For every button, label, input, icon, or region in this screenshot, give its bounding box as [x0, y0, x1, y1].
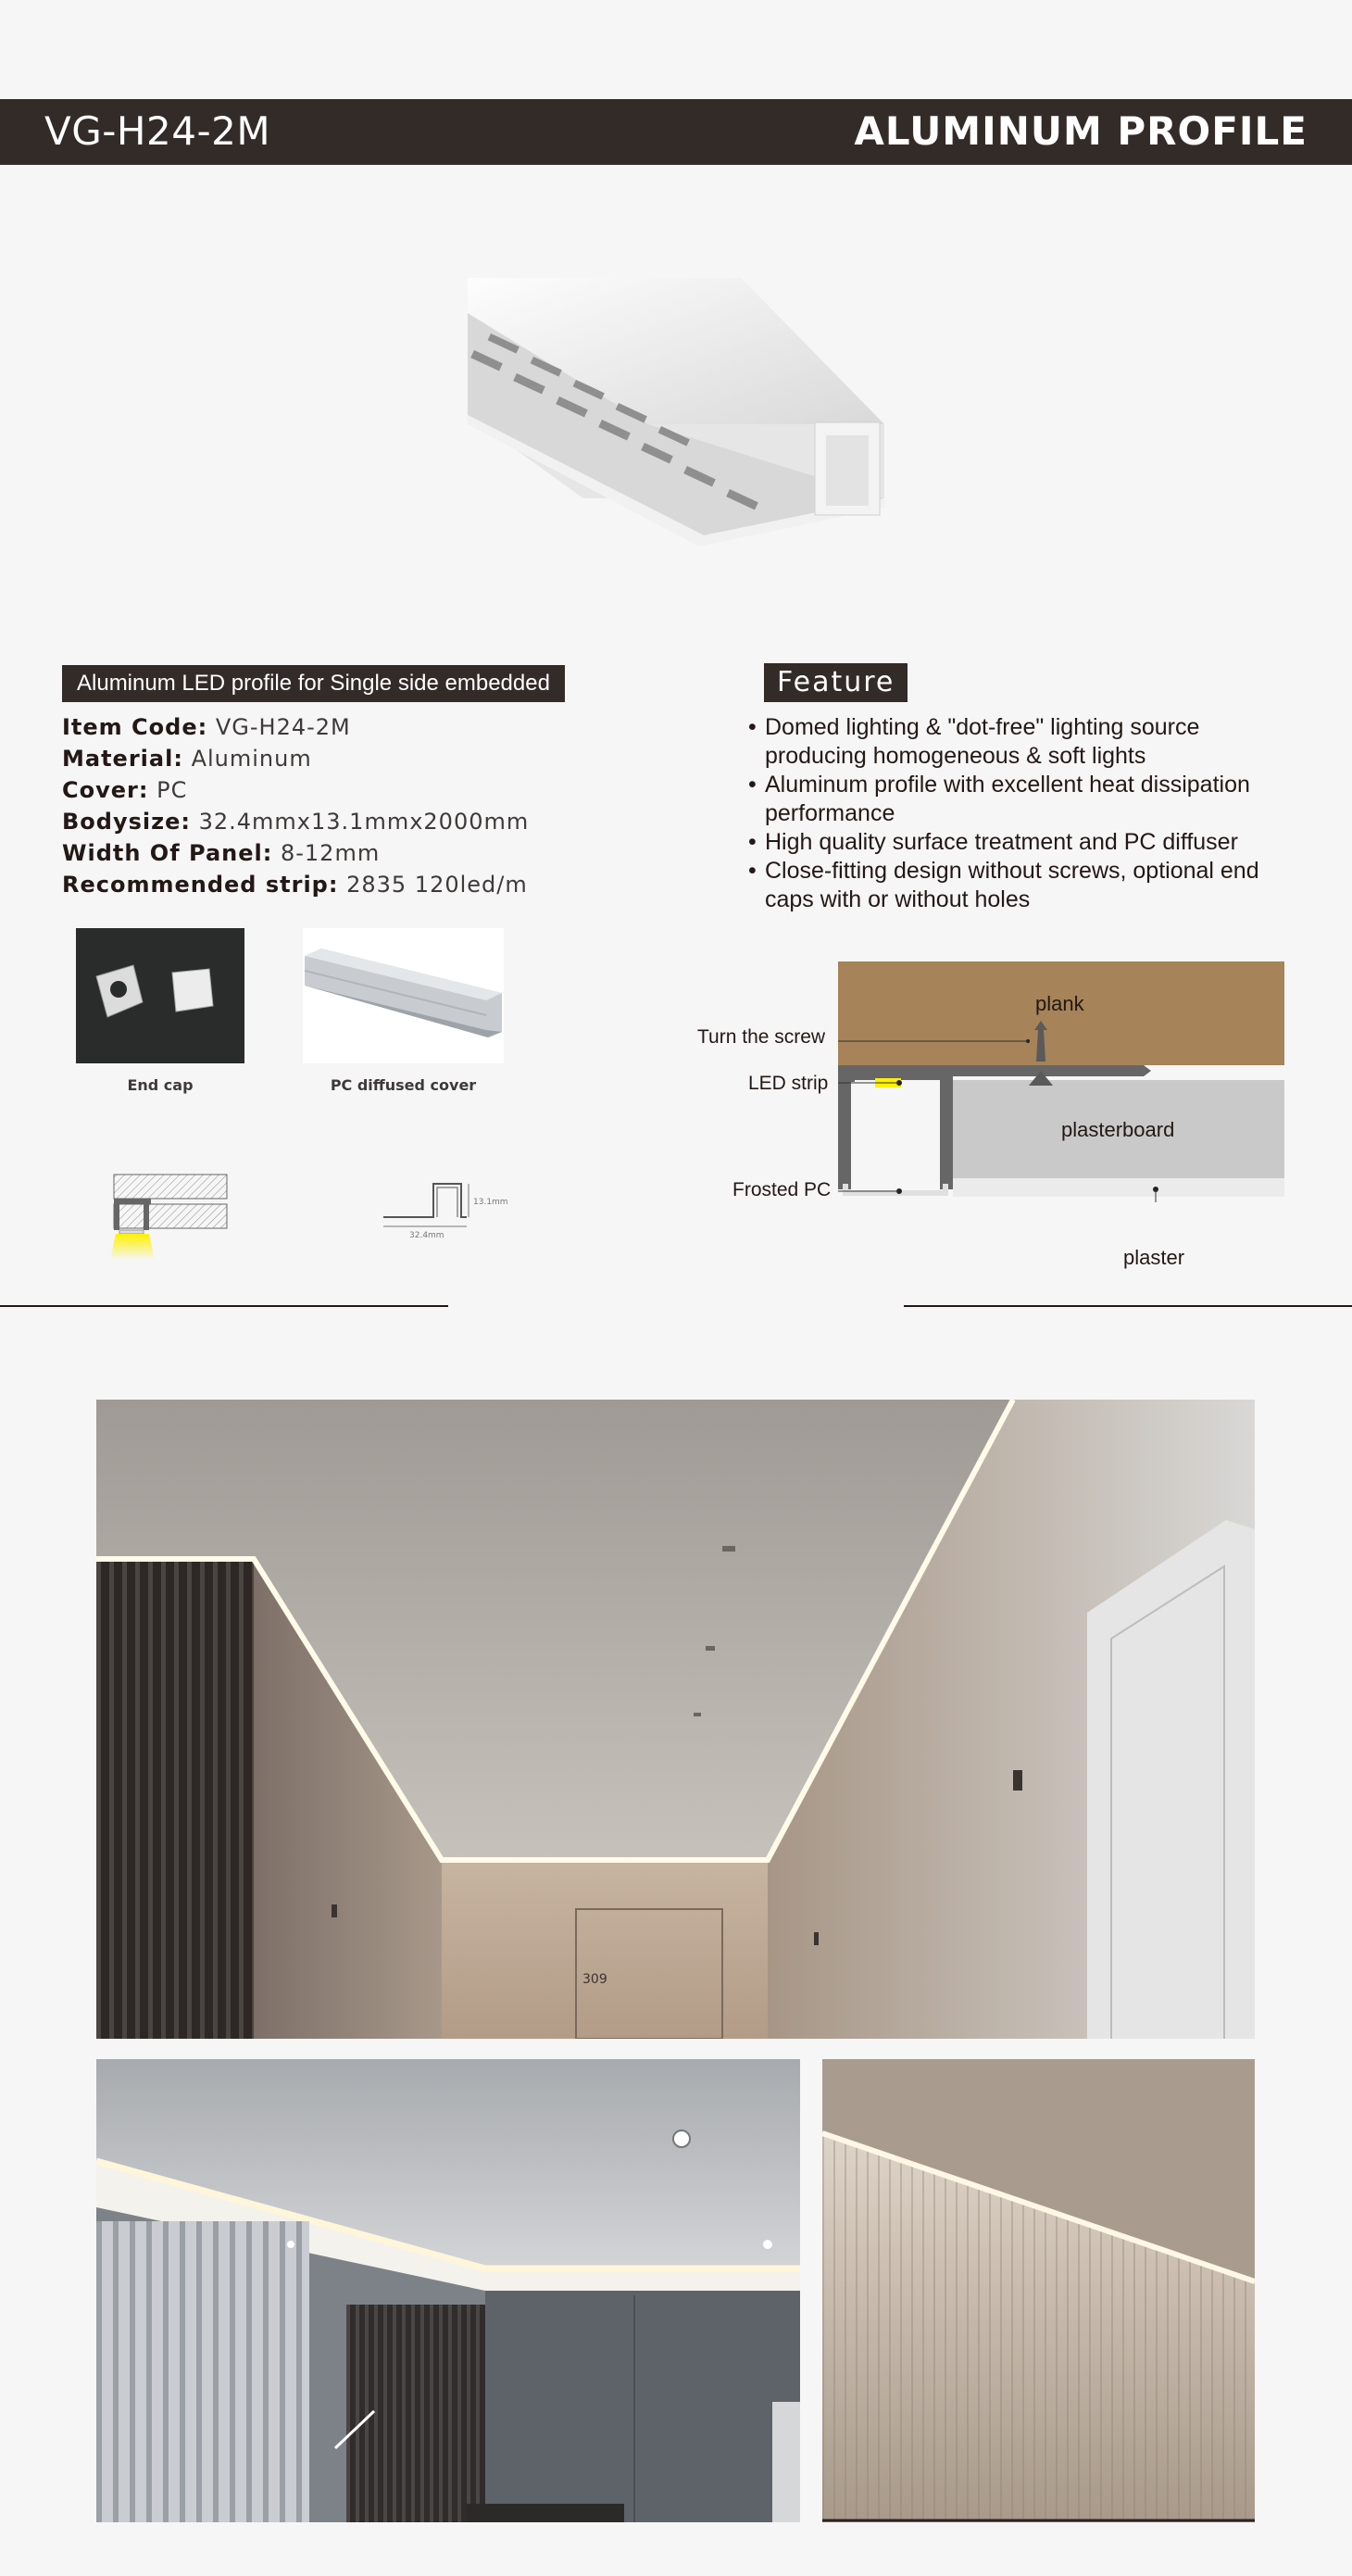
- spec-panel-width: Width Of Panel: 8-12mm: [62, 840, 381, 866]
- pc-cover-label: PC diffused cover: [330, 1076, 477, 1094]
- spec-bodysize: Bodysize: 32.4mmx13.1mmx2000mm: [62, 809, 530, 835]
- height-dimension-label: 13.1mm: [473, 1198, 508, 1207]
- spec-list: [62, 711, 664, 900]
- spec-recommended-strip: Recommended strip: 2835 120led/m: [62, 872, 528, 898]
- wall-photo: [822, 2059, 1255, 2522]
- feature-list: [746, 713, 1302, 914]
- feature-title: Feature: [764, 663, 908, 702]
- dimension-sketch: [382, 1176, 511, 1241]
- plaster-shape: [953, 1178, 1284, 1197]
- frosted-pc-label: Frosted PC: [732, 1179, 832, 1200]
- divider-left: [0, 1305, 448, 1307]
- plasterboard-label: plasterboard: [1061, 1118, 1175, 1141]
- divider-right: [904, 1305, 1352, 1307]
- room-photo: [96, 2059, 800, 2522]
- category-title: ALUMINUM PROFILE: [854, 108, 1308, 154]
- plank-label: plank: [1035, 992, 1084, 1015]
- corridor-photo: [96, 1400, 1255, 2039]
- end-cap-image: [76, 928, 244, 1063]
- turn-screw-label: Turn the screw: [697, 1026, 826, 1048]
- width-dimension-label: 32.4mm: [409, 1231, 444, 1240]
- led-strip-label: LED strip: [748, 1073, 829, 1094]
- feature-item: • Close-fitting design without screws, optional end caps with or without holes: [746, 857, 1302, 914]
- plaster-label: plaster: [1123, 1246, 1185, 1269]
- header-band: [0, 99, 1352, 165]
- product-image: [463, 276, 889, 554]
- product-code: VG-H24-2M: [44, 108, 271, 154]
- pc-cover-image: [303, 928, 504, 1063]
- spec-material: Material: Aluminum: [62, 746, 312, 772]
- product-subtitle: Aluminum LED profile for Single side embedded: [62, 665, 565, 702]
- spec-item-code: Item Code: VG-H24-2M: [62, 714, 351, 740]
- spec-cover: Cover: PC: [62, 777, 188, 803]
- end-cap-label: End cap: [127, 1076, 194, 1094]
- door-number: 309: [582, 1972, 607, 1987]
- feature-item: • Aluminum profile with excellent heat dissipation performance: [746, 771, 1302, 828]
- feature-item: • High quality surface treatment and PC diffuser: [746, 828, 1302, 857]
- feature-item: • Domed lighting & "dot-free" lighting source producing homogeneous & soft lights: [746, 713, 1302, 771]
- install-sketch: [106, 1169, 236, 1260]
